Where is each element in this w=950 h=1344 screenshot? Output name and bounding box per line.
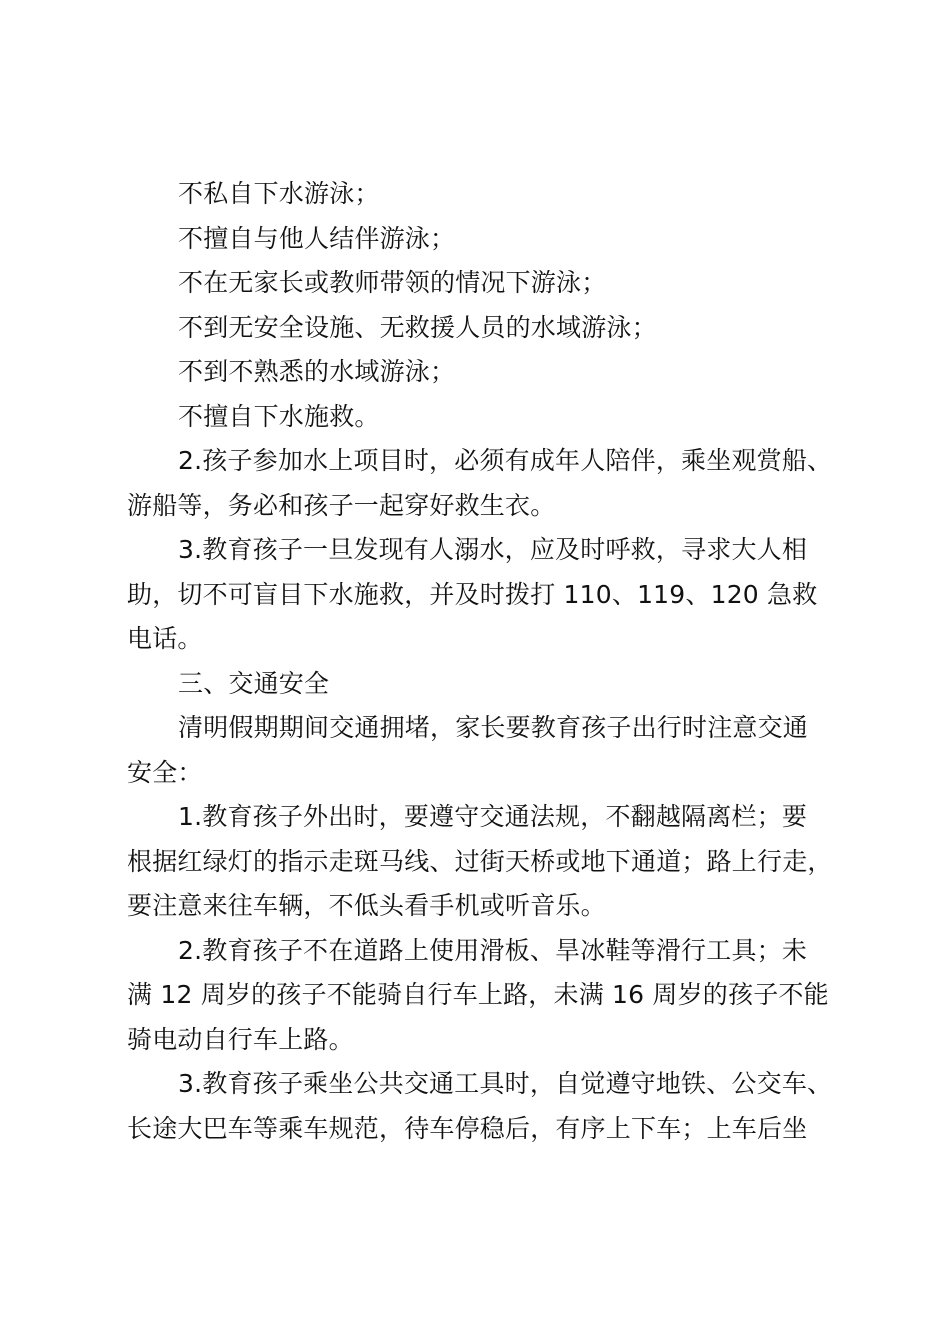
text-line: 不到不熟悉的水域游泳； <box>178 357 456 386</box>
text-line: 三、交通安全 <box>178 668 330 698</box>
text-line: 根据红绿灯的指示走斑马线、过街天桥或地下通道；路上行走， <box>127 846 833 876</box>
text-line: 助，切不可盲目下水施救，并及时拨打 110、119、120 急救 <box>127 579 818 609</box>
text-line: 长途大巴车等乘车规范，待车停稳后，有序上下车；上车后坐 <box>127 1113 808 1143</box>
text-line: 2.教育孩子不在道路上使用滑板、旱冰鞋等滑行工具；未 <box>178 935 808 965</box>
text-line: 要注意来往车辆，不低头看手机或听音乐。 <box>127 891 606 920</box>
text-line: 安全： <box>127 757 203 787</box>
text-line: 不擅自下水施救。 <box>178 401 380 431</box>
text-line: 2.孩子参加水上项目时，必须有成年人陪伴，乘坐观赏船、 <box>178 446 833 475</box>
text-line: 清明假期期间交通拥堵，家长要教育孩子出行时注意交通 <box>178 713 809 742</box>
text-line: 游船等，务必和孩子一起穿好救生衣。 <box>127 490 556 520</box>
text-line: 3.教育孩子乘坐公共交通工具时，自觉遵守地铁、公交车、 <box>178 1069 833 1098</box>
text-line: 满 12 周岁的孩子不能骑自行车上路，未满 16 周岁的孩子不能 <box>127 980 829 1009</box>
text-line: 不到无安全设施、无救援人员的水域游泳； <box>178 312 657 342</box>
text-line: 3.教育孩子一旦发现有人溺水，应及时呼救，寻求大人相 <box>178 535 808 564</box>
text-line: 不私自下水游泳； <box>178 179 380 208</box>
text-line: 1.教育孩子外出时，要遵守交通法规，不翻越隔离栏；要 <box>178 802 808 831</box>
text-line: 电话。 <box>127 624 203 653</box>
text-line: 骑电动自行车上路。 <box>127 1024 354 1054</box>
text-line: 不在无家长或教师带领的情况下游泳； <box>178 268 607 297</box>
document-body <box>127 172 842 1151</box>
text-line: 不擅自与他人结伴游泳； <box>178 223 456 253</box>
